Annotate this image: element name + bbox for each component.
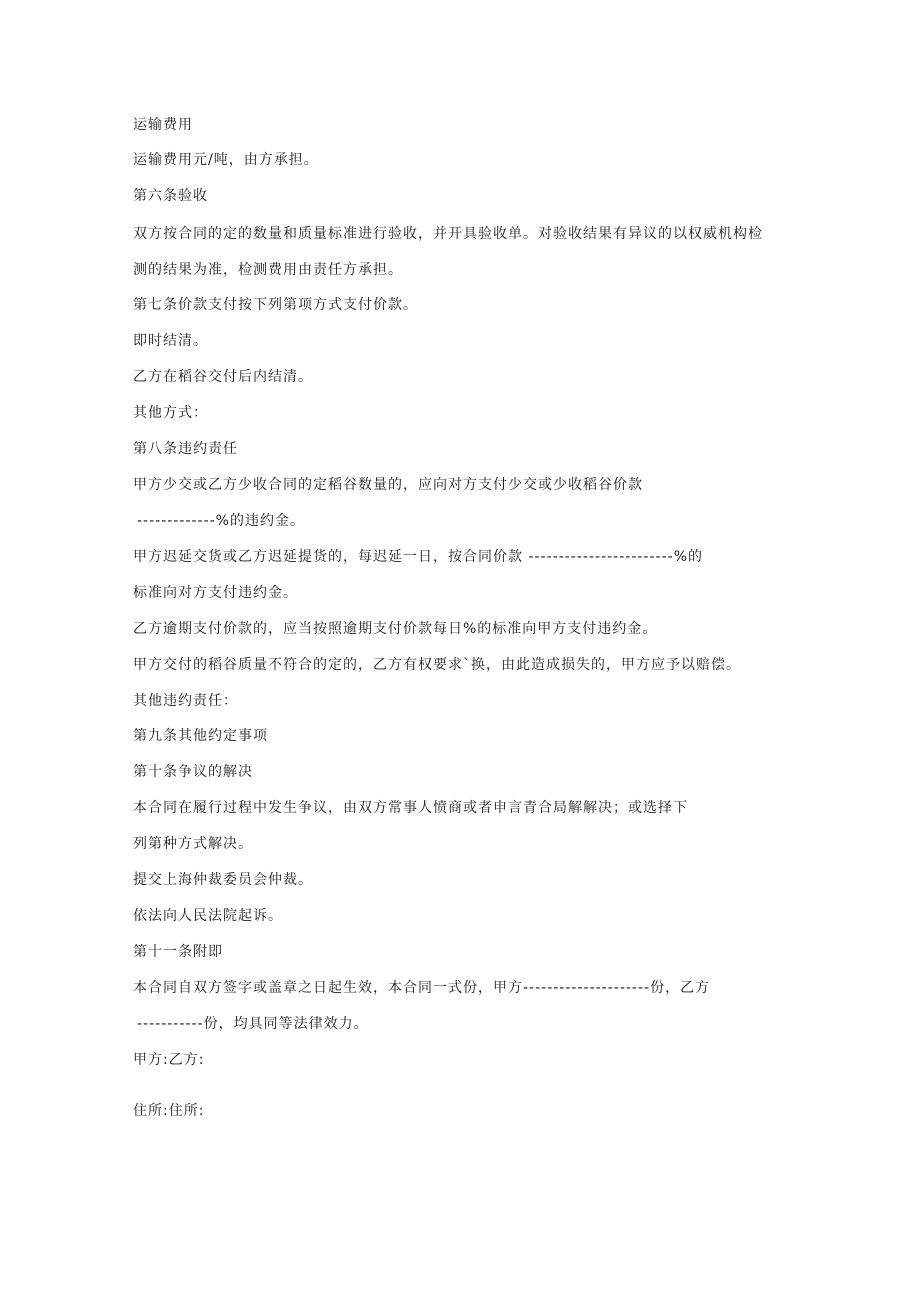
article-10-heading: 第十条争议的解决: [133, 764, 253, 780]
paragraph-line: 依法向人民法院起诉。: [133, 908, 283, 924]
signature-party-line: 甲方:乙方:: [133, 1052, 205, 1068]
paragraph-line: 甲方交付的稻谷质量不符合的定的，乙方有权要求`换，由此造成损失的，甲方应予以赔偿。: [133, 657, 741, 673]
paragraph-line: 本合同在履行过程中发生争议，由双方常事人愤商或者申言青合局解解决；或选择下: [133, 800, 688, 816]
heading-transport-fee: 运输费用: [133, 117, 193, 133]
paragraph-line: 提交上海仲裁委员会仲裁。: [133, 872, 313, 888]
paragraph-line: 其他方式：: [133, 405, 208, 421]
article-11-heading: 第十一条附即: [133, 944, 223, 960]
paragraph-line: 标准向对方支付违约金。: [133, 585, 298, 601]
paragraph-line: 本合同自双方签字或盖章之日起生效，本合同一式份，甲方---------------------份，乙方: [133, 980, 711, 996]
paragraph-line: 运输费用元/吨，由方承担。: [133, 152, 319, 168]
article-7-heading: 第七条价款支付按下列第项方式支付价款。: [133, 297, 418, 313]
paragraph-line: 双方按合同的定的数量和质量标准进行验收，并开具验收单。对验收结果有异议的以权威机构检: [133, 226, 763, 242]
paragraph-line: -------------%的违约金。: [137, 513, 305, 529]
article-9-heading: 第九条其他约定事项: [133, 728, 268, 744]
paragraph-line: 其他违约责任：: [133, 693, 238, 709]
paragraph-line: 测的结果为准，检测费用由责任方承担。: [133, 262, 403, 278]
paragraph-line: 列第种方式解决。: [133, 836, 253, 852]
article-8-heading: 第八条违约责任: [133, 441, 238, 457]
article-6-heading: 第六条验收: [133, 188, 208, 204]
paragraph-line: 乙方在稻谷交付后内结清。: [133, 369, 313, 385]
address-line: 住所:住所:: [133, 1103, 205, 1119]
paragraph-line: 甲方迟延交货或乙方迟延提货的，每迟延一日，按合同价款 ------------------------%的: [133, 549, 703, 565]
paragraph-line: 甲方少交或乙方少收合同的定稻谷数量的，应向对方支付少交或少收稻谷价款: [133, 477, 643, 493]
paragraph-line: 乙方逾期支付价款的，应当按照逾期支付价款每日%的标准向甲方支付违约金。: [133, 621, 658, 637]
paragraph-line: 即时结清。: [133, 333, 208, 349]
paragraph-line: -----------份，均具同等法律效力。: [137, 1016, 369, 1032]
